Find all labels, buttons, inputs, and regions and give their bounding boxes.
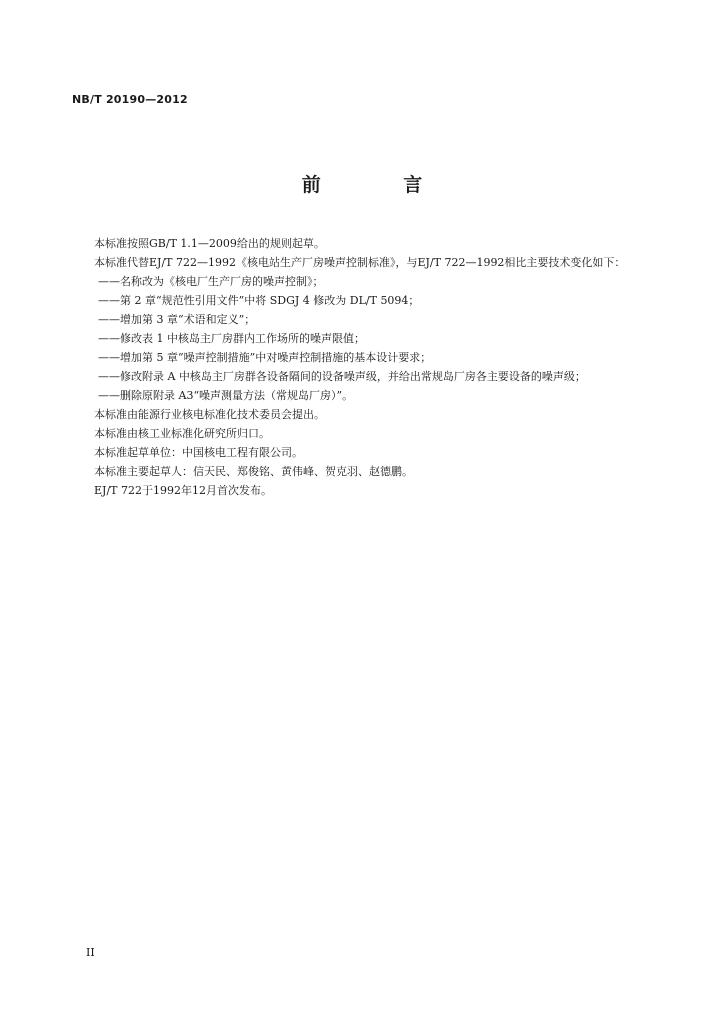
paragraph-drafting-rules: 本标准按照GB/T 1.1—2009给出的规则起草。 xyxy=(94,237,325,250)
change-item: ——增加第 3 章“术语和定义”； xyxy=(98,313,256,326)
foreword-body xyxy=(72,234,652,500)
change-item: ——第 2 章“规范性引用文件”中将 SDGJ 4 修改为 DL/T 5094； xyxy=(98,294,420,307)
paragraph-replacement: 本标准代替EJ/T 722—1992《核电站生产厂房噪声控制标准》，与EJ/T 722—1992相比主要技术变化如下： xyxy=(94,256,626,269)
change-item: ——增加第 5 章“噪声控制措施”中对噪声控制措施的基本设计要求； xyxy=(98,351,432,364)
paragraph-proposer: 本标准由能源行业核电标准化技术委员会提出。 xyxy=(94,408,325,421)
change-item: ——修改附录 A 中核岛主厂房群各设备隔间的设备噪声级，并给出常规岛厂房各主要设备的噪声级； xyxy=(98,370,586,383)
document-code: NB/T 20190—2012 xyxy=(72,93,188,106)
page-number: II xyxy=(86,946,95,959)
change-item: ——删除原附录 A3“噪声测量方法（常规岛厂房）”。 xyxy=(98,389,354,402)
paragraph-administrator: 本标准由核工业标准化研究所归口。 xyxy=(94,427,270,440)
page-title: 前 言 xyxy=(301,174,461,196)
paragraph-drafting-unit: 本标准起草单位：中国核电工程有限公司。 xyxy=(94,446,303,459)
change-item: ——名称改为《核电厂生产厂房的噪声控制》； xyxy=(98,275,324,288)
paragraph-drafters: 本标准主要起草人：信天民、郑俊铭、黄伟峰、贺克羽、赵德鹏。 xyxy=(94,465,413,478)
paragraph-history: EJ/T 722于1992年12月首次发布。 xyxy=(94,484,272,497)
change-item: ——修改表 1 中核岛主厂房群内工作场所的噪声限值； xyxy=(98,332,365,345)
